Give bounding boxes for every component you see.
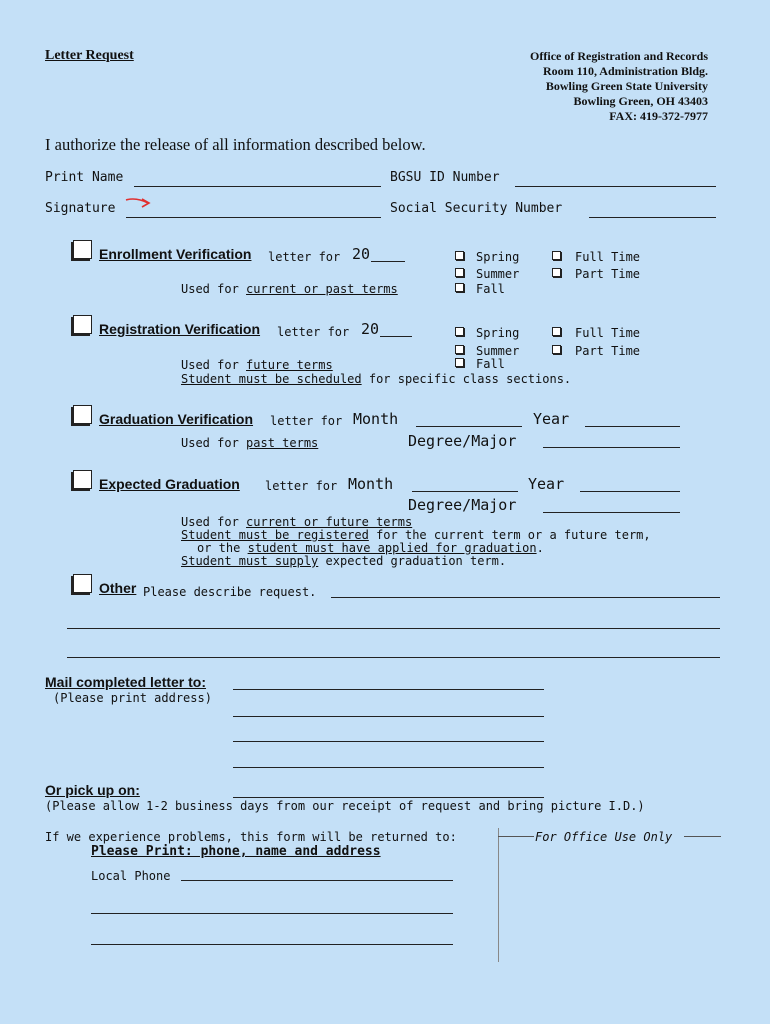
enrollment-checkbox[interactable] <box>73 240 92 259</box>
graduation-degree-label: Degree/Major <box>408 432 517 450</box>
enrollment-fulltime-checkbox[interactable] <box>552 251 561 260</box>
registration-letter-for: letter for <box>277 325 350 339</box>
office-line: Office of Registration and Records <box>530 49 708 63</box>
registration-checkbox[interactable] <box>73 315 92 334</box>
enrollment-spring-label: Spring <box>476 250 520 264</box>
registration-spring-checkbox[interactable] <box>455 327 464 336</box>
office-address <box>530 49 708 124</box>
enrollment-used-for: Used for current or past terms <box>181 282 398 296</box>
graduation-month-label: Month <box>353 410 399 428</box>
expected-month-field[interactable] <box>412 491 518 492</box>
enrollment-letter-for: letter for <box>268 250 341 264</box>
registration-fall-label: Fall <box>476 357 505 371</box>
expected-applied-note: or the student must have applied for graduation. <box>197 541 544 555</box>
enrollment-fulltime-label: Full Time <box>575 250 641 264</box>
signature-label: Signature <box>45 201 116 216</box>
print-name-label: Print Name <box>45 170 124 185</box>
mail-to-label: Mail completed letter to: <box>45 674 207 690</box>
enrollment-year-prefix: 20 <box>352 245 371 263</box>
pickup-date-field[interactable] <box>233 797 544 798</box>
registration-used-for: Used for future terms <box>181 358 333 372</box>
pickup-label: Or pick up on: <box>45 782 140 798</box>
registration-spring-label: Spring <box>476 326 520 340</box>
expected-year-field[interactable] <box>580 491 680 492</box>
registration-year-prefix: 20 <box>361 320 380 338</box>
office-line: FAX: 419-372-7977 <box>609 109 708 123</box>
other-description-field[interactable] <box>331 597 720 598</box>
expected-degree-label: Degree/Major <box>408 496 517 514</box>
expected-graduation-checkbox[interactable] <box>73 470 92 489</box>
ssn-label: Social Security Number <box>390 201 563 216</box>
bgsu-id-label: BGSU ID Number <box>390 170 500 185</box>
enrollment-spring-checkbox[interactable] <box>455 251 464 260</box>
please-print-heading: Please Print: phone, name and address <box>91 844 381 859</box>
mail-address-line-2[interactable] <box>233 716 544 717</box>
mail-to-hint: (Please print address) <box>53 691 212 705</box>
enrollment-parttime-label: Part Time <box>575 267 641 281</box>
other-checkbox[interactable] <box>73 574 92 593</box>
expected-supply-note: Student must supply expected graduation term. <box>181 554 507 568</box>
registration-title: Registration Verification <box>99 321 261 337</box>
registration-parttime-label: Part Time <box>575 344 641 358</box>
office-line: Room 110, Administration Bldg. <box>542 64 708 78</box>
registration-summer-label: Summer <box>476 344 520 358</box>
office-use-divider <box>498 828 499 962</box>
mail-address-line-1[interactable] <box>233 689 544 690</box>
registration-scheduled-note: Student must be scheduled for specific class sections. <box>181 372 572 386</box>
local-phone-label: Local Phone <box>91 869 171 883</box>
office-use-rule-left <box>498 836 534 837</box>
registration-fulltime-label: Full Time <box>575 326 641 340</box>
red-arrow-annotation <box>124 194 154 210</box>
graduation-used-for: Used for past terms <box>181 436 319 450</box>
registration-fulltime-checkbox[interactable] <box>552 327 561 336</box>
office-use-label: For Office Use Only <box>535 830 673 844</box>
enrollment-year-field[interactable] <box>371 261 405 262</box>
expected-graduation-title: Expected Graduation <box>99 476 240 492</box>
enrollment-parttime-checkbox[interactable] <box>552 268 561 277</box>
office-line: Bowling Green, OH 43403 <box>573 94 708 108</box>
registration-parttime-checkbox[interactable] <box>552 345 561 354</box>
office-use-rule-right <box>684 836 721 837</box>
return-address-line-2[interactable] <box>91 944 453 945</box>
office-line: Bowling Green State University <box>545 79 708 93</box>
enrollment-title: Enrollment Verification <box>99 246 252 262</box>
form-title: Letter Request <box>45 48 134 63</box>
enrollment-summer-checkbox[interactable] <box>455 268 464 277</box>
other-description-label: Please describe request. <box>143 585 317 599</box>
registration-fall-checkbox[interactable] <box>455 358 464 367</box>
other-description-line-2[interactable] <box>67 628 720 629</box>
registration-year-field[interactable] <box>380 336 412 337</box>
return-address-line-1[interactable] <box>91 913 453 914</box>
graduation-checkbox[interactable] <box>73 405 92 424</box>
print-name-field[interactable] <box>134 186 381 187</box>
expected-registered-note: Student must be registered for the current term or a future term, <box>181 528 651 542</box>
expected-degree-field[interactable] <box>543 512 680 513</box>
expected-month-label: Month <box>348 475 394 493</box>
signature-field[interactable] <box>126 217 381 218</box>
other-title: Other <box>99 580 137 596</box>
enrollment-summer-label: Summer <box>476 267 520 281</box>
graduation-year-field[interactable] <box>585 426 680 427</box>
graduation-title: Graduation Verification <box>99 411 254 427</box>
bgsu-id-field[interactable] <box>515 186 716 187</box>
mail-address-line-3[interactable] <box>233 741 544 742</box>
graduation-month-field[interactable] <box>416 426 522 427</box>
expected-year-label: Year <box>528 475 565 493</box>
other-description-line-3[interactable] <box>67 657 720 658</box>
local-phone-field[interactable] <box>181 880 453 881</box>
mail-address-line-4[interactable] <box>233 767 544 768</box>
authorization-statement: I authorize the release of all information described below. <box>45 135 426 154</box>
enrollment-fall-label: Fall <box>476 282 505 296</box>
problems-text: If we experience problems, this form will be returned to: <box>45 830 457 844</box>
graduation-letter-for: letter for <box>270 414 343 428</box>
registration-summer-checkbox[interactable] <box>455 345 464 354</box>
enrollment-fall-checkbox[interactable] <box>455 283 464 292</box>
graduation-degree-field[interactable] <box>543 447 680 448</box>
expected-letter-for: letter for <box>265 479 338 493</box>
graduation-year-label: Year <box>533 410 570 428</box>
pickup-hint: (Please allow 1-2 business days from our receipt of request and bring picture I.D.) <box>45 799 645 813</box>
expected-used-for: Used for current or future terms <box>181 515 413 529</box>
ssn-field[interactable] <box>589 217 716 218</box>
